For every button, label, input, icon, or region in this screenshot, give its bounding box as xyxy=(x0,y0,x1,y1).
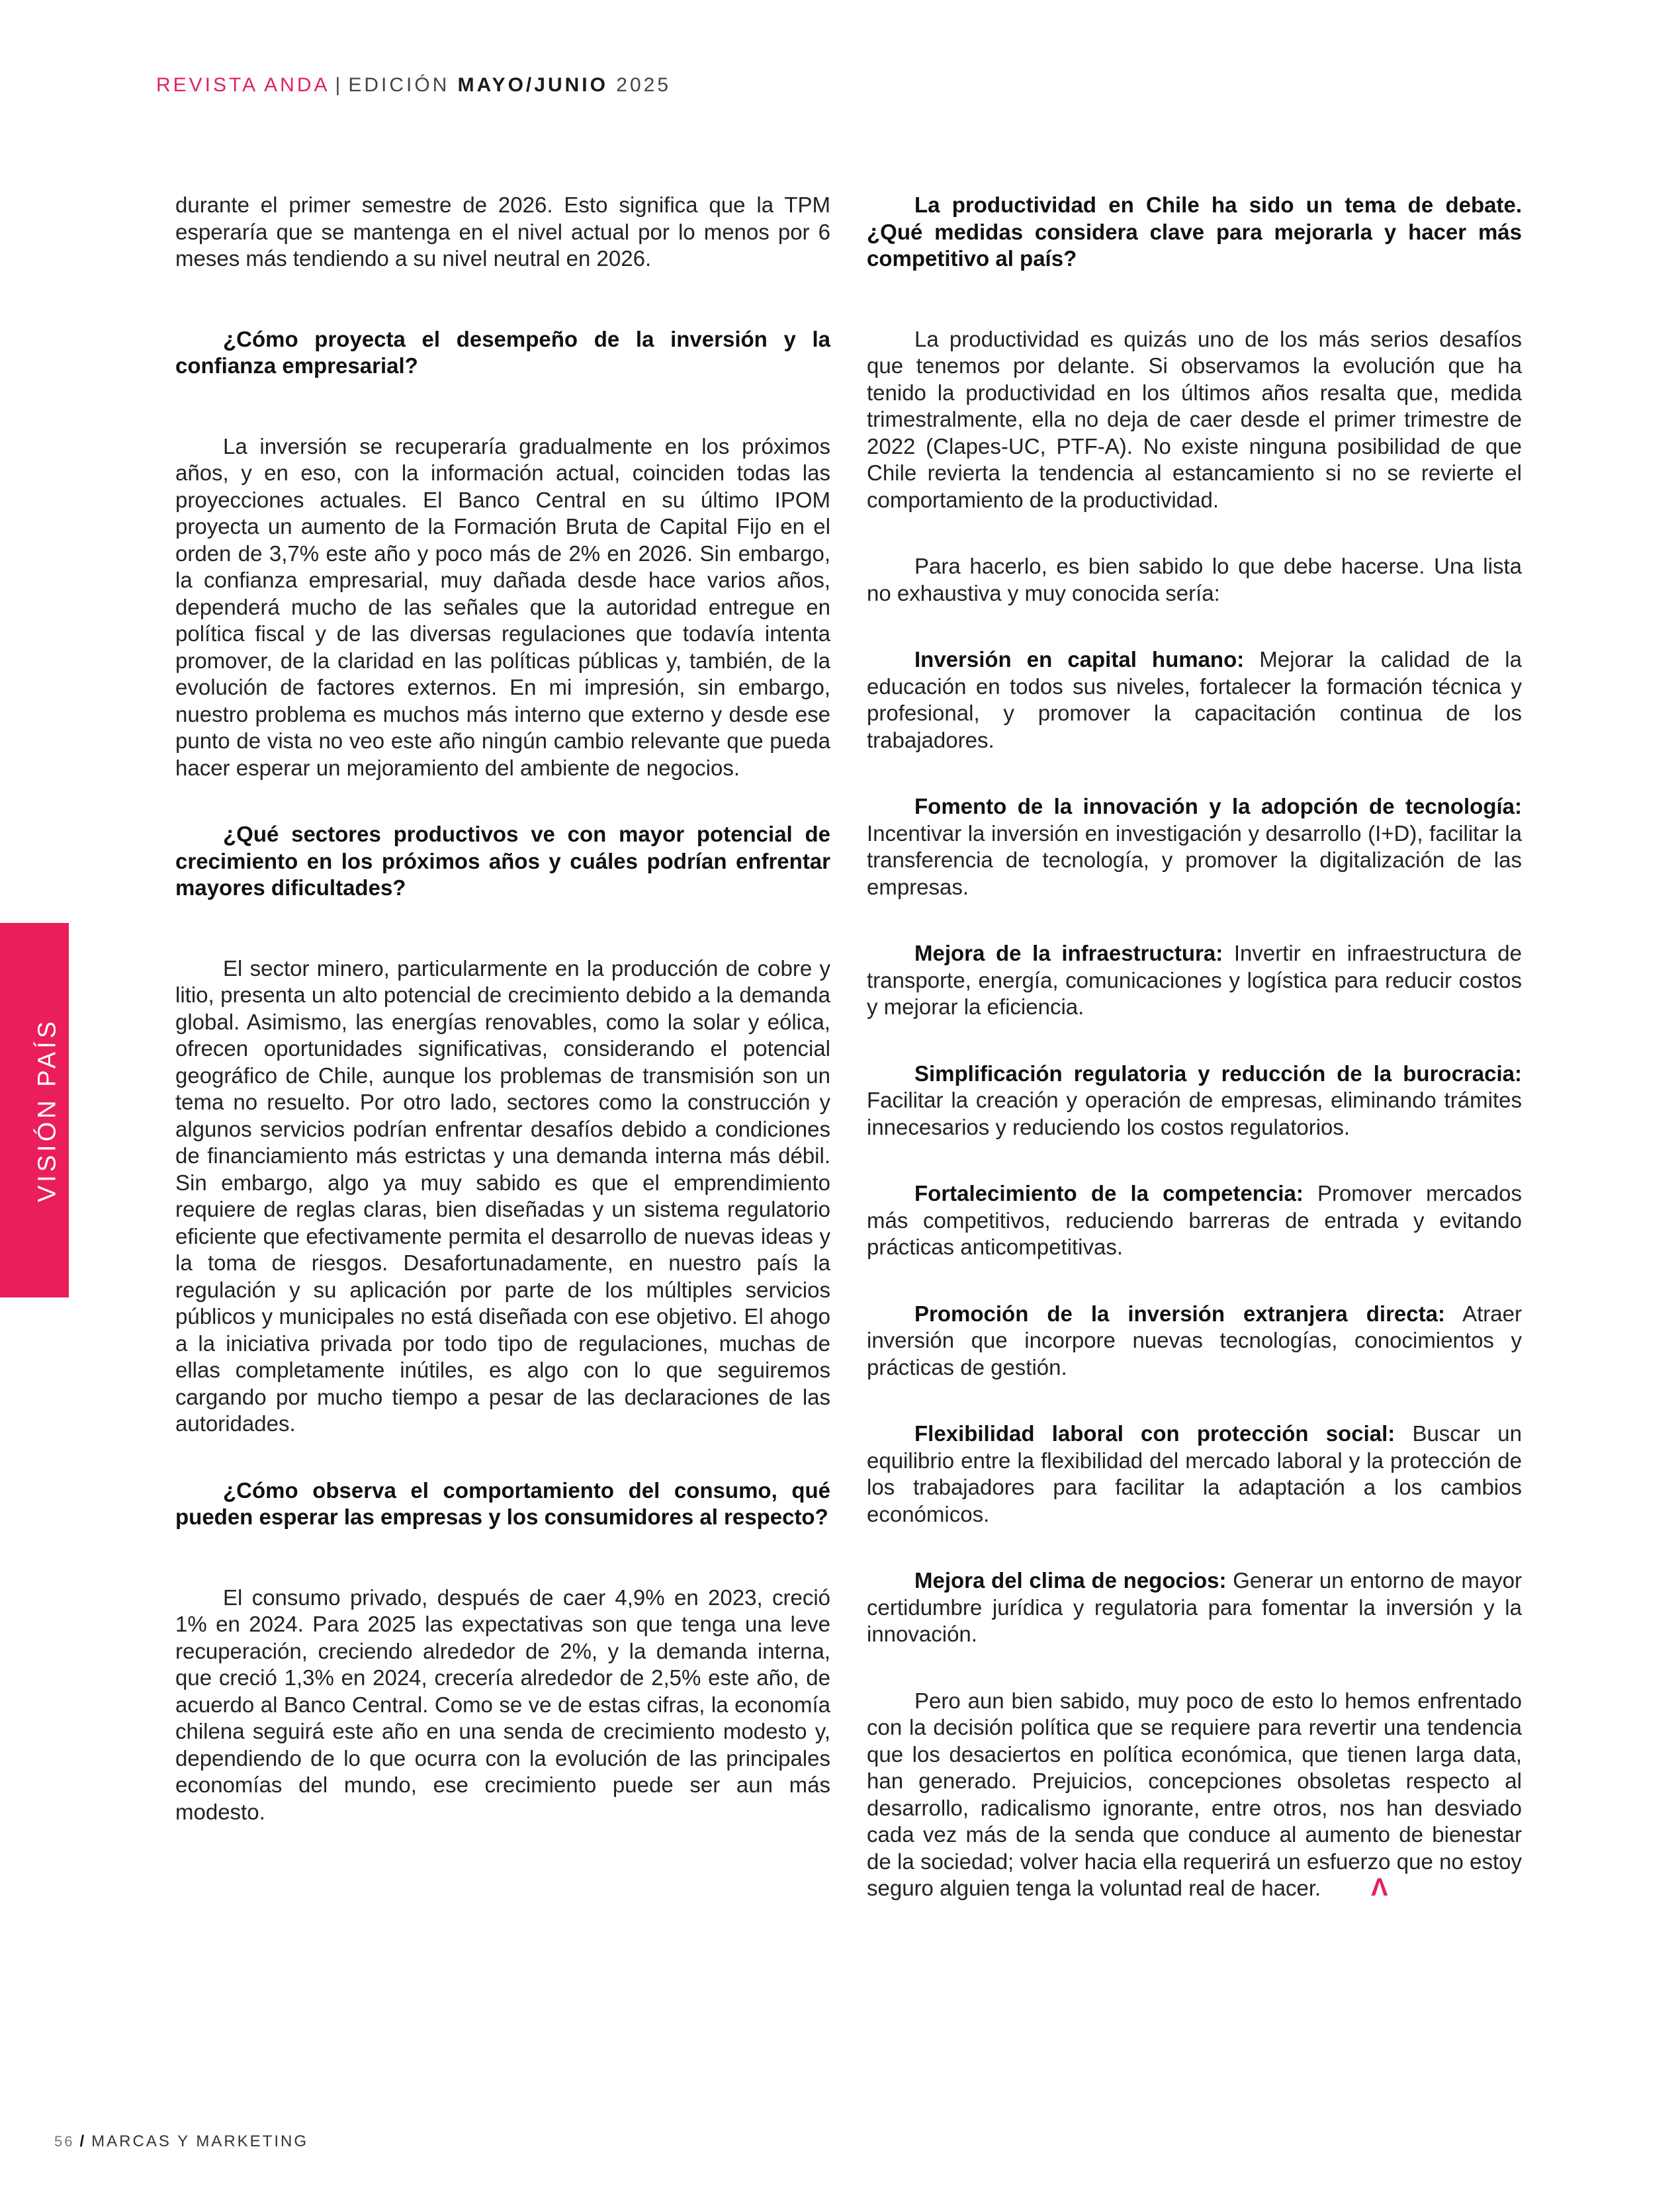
edition-label: EDICIÓN xyxy=(348,74,450,96)
list-intro: Para hacerlo, es bien sabido lo que debe hacerse. Una lista no exhaustiva y muy conocida sería: xyxy=(867,554,1522,605)
measure-item xyxy=(867,1301,1522,1381)
closing-text: Pero aun bien sabido, muy poco de esto lo hemos enfrentado con la decisión política que se requiere para revertir una tendencia que los desaciertos en política económica, que tienen larga data, han generado. Prejuicios, concepciones obsoletas respecto al desarrollo, radicalismo ignorante, entre otros, nos han desviado cada vez más de la senda que conduce al aumento de bienestar de la sociedad; volver hacia ella requerirá un esfuerzo que no estoy seguro alguien tenga la voluntad real de hacer. xyxy=(867,1688,1522,1900)
measure-lead: Mejora del clima de negocios: xyxy=(914,1568,1227,1593)
section-tab-label: VISIÓN PAÍS xyxy=(33,1018,62,1203)
measure-item xyxy=(867,940,1522,1021)
end-mark-icon: Λ xyxy=(1371,1874,1388,1902)
measure-text: Incentivar la inversión en investigación y desarrollo (I+D), facilitar la transferencia de tecnología, y promover la digitalización de las empresas. xyxy=(867,820,1522,899)
measure-item xyxy=(867,793,1522,900)
magazine-name: REVISTA ANDA xyxy=(156,74,330,96)
edition-months: MAYO/JUNIO xyxy=(457,74,608,96)
measure-text: Atraer inversión que incorpore nuevas tecnologías, conocimientos y prácticas de gestión. xyxy=(867,1301,1522,1379)
measure-text: Mejorar la calidad de la educación en todos sus niveles, fortalecer la formación técnica y profesional, y promover la capacitación continua de los trabajadores. xyxy=(867,647,1522,752)
question-investment: ¿Cómo proyecta el desempeño de la inversión y la confianza empresarial? xyxy=(175,326,830,378)
closing-paragraph xyxy=(867,1688,1522,1902)
footer-slash: / xyxy=(79,2132,87,2150)
answer-consumption: El consumo privado, después de caer 4,9% en 2023, creció 1% en 2024. Para 2025 las expectativas son que tenga una leve recuperación, creciendo alrededor de 2%, y la demanda interna, que creció 1,3% en 2024, crecería alrededor de 2,5% este año, de acuerdo al Banco Central. Como se ve de estas cifras, la economía chilena seguirá este año en una senda de crecimiento modesto y, dependiendo de lo que ocurra con la evolución de las principales economías del mundo, ese crecimiento puede ser aun más modesto. xyxy=(175,1585,830,1824)
footer-section: MARCAS Y MARKETING xyxy=(91,2132,308,2150)
answer-investment: La inversión se recuperaría gradualmente en los próximos años, y en eso, con la información actual, coinciden todas las proyecciones actuales. El Banco Central en su último IPOM proyecta un aumento de la Formación Bruta de Capital Fijo en el orden de 3,7% este año y poco más de 2% en 2026. Sin embargo, la confianza empresarial, muy dañada desde hace varios años, dependerá mucho de las señales que la autoridad entregue en política fiscal y de las diversas regulaciones que todavía intenta promover, de la claridad en las políticas públicas y, también, de la evolución de factores externos. En mi impresión, sin embargo, nuestro problema es muchos más interno que externo y desde ese punto de vista no veo este año ningún cambio relevante que pueda hacer esperar un mejoramiento del ambiente de negocios. xyxy=(175,433,830,780)
paragraph-continuation: durante el primer semestre de 2026. Esto significa que la TPM esperaría que se mantenga en el nivel actual por lo menos por 6 meses más tendiendo a su nivel neutral en 2026. xyxy=(175,193,830,271)
measure-text: Generar un entorno de mayor certidumbre jurídica y regulatoria para fomentar la inversión y la innovación. xyxy=(867,1568,1522,1646)
measure-text: Buscar un equilibrio entre la flexibilidad del mercado laboral y la protección de los trabajadores para facilitar la adaptación a los cambios económicos. xyxy=(867,1421,1523,1526)
measure-lead: Fomento de la innovación y la adopción de tecnología: xyxy=(914,794,1522,818)
measure-lead: Flexibilidad laboral con protección social: xyxy=(914,1421,1395,1446)
answer-productivity: La productividad es quizás uno de los más serios desafíos que tenemos por delante. Si observamos la evolución que ha tenido la productividad en los últimos años resalta que, medida trimestralmente, ella no deja de caer desde el primer trimestre de 2022 (Clapes-UC, PTF-A). No existe ninguna posibilidad de que Chile revierta la tendencia al estancamiento si no se revierte el comportamiento de la productividad. xyxy=(867,326,1522,512)
page-number: 56 xyxy=(54,2133,75,2150)
measure-lead: Inversión en capital humano: xyxy=(914,647,1245,672)
page-footer xyxy=(54,2132,308,2151)
header-separator: | xyxy=(335,74,343,96)
measure-item xyxy=(867,1567,1522,1648)
question-sectors: ¿Qué sectores productivos ve con mayor potencial de crecimiento en los próximos años y cuáles podrían enfrentar mayores dificultades? xyxy=(175,822,830,900)
measure-lead: Promoción de la inversión extranjera directa: xyxy=(914,1301,1445,1326)
right-column xyxy=(867,192,1522,1902)
measure-text: Facilitar la creación y operación de empresas, eliminando trámites innecesarios y reduciendo los costos regulatorios. xyxy=(867,1088,1522,1139)
question-consumption: ¿Cómo observa el comportamiento del consumo, qué pueden esperar las empresas y los consumidores al respecto? xyxy=(175,1477,830,1529)
measure-item xyxy=(867,1061,1522,1141)
measure-item xyxy=(867,1180,1522,1261)
left-column xyxy=(175,192,830,1825)
running-header xyxy=(156,74,671,97)
measure-lead: Fortalecimiento de la competencia: xyxy=(914,1181,1304,1205)
edition-year: 2025 xyxy=(616,74,672,96)
measure-text: Promover mercados más competitivos, reduciendo barreras de entrada y evitando prácticas anticompetitivas. xyxy=(867,1181,1522,1259)
measure-item xyxy=(867,646,1522,754)
measure-item xyxy=(867,1421,1522,1528)
measure-lead: Simplificación regulatoria y reducción de la burocracia: xyxy=(914,1061,1522,1086)
measure-text: Invertir en infraestructura de transporte, energía, comunicaciones y logística para reducir costos y mejorar la eficiencia. xyxy=(867,941,1522,1019)
measure-lead: Mejora de la infraestructura: xyxy=(914,941,1223,965)
answer-sectors: El sector minero, particularmente en la producción de cobre y litio, presenta un alto potencial de crecimiento debido a la demanda global. Asimismo, las energías renovables, como la solar y eólica, ofrecen oportunidades significativas, considerando el potencial geográfico de Chile, aunque los problemas de transmisión son un tema no resuelto. Por otro lado, sectores como la construcción y algunos servicios podrían enfrentar desafíos debido a condiciones de financiamiento más estrictas y una demanda interna más débil. Sin embargo, algo ya muy sabido es que el emprendimiento requiere de reglas claras, bien diseñadas y un sistema regulatorio eficiente que efectivamente permita el desarrollo de nuevas ideas y la toma de riesgos. Desafortunadamente, en nuestro país la regulación y su aplicación por parte de los múltiples servicios públicos y municipales no está diseñada con ese objetivo. El ahogo a la iniciativa privada por todo tipo de regulaciones, muchas de ellas completamente inútiles, es algo con lo que seguiremos cargando por mucho tiempo a pesar de las declaraciones de las autoridades. xyxy=(175,955,830,1436)
question-productivity: La productividad en Chile ha sido un tema de debate. ¿Qué medidas considera clave para mejorarla y hacer más competitivo al país? xyxy=(867,193,1522,271)
